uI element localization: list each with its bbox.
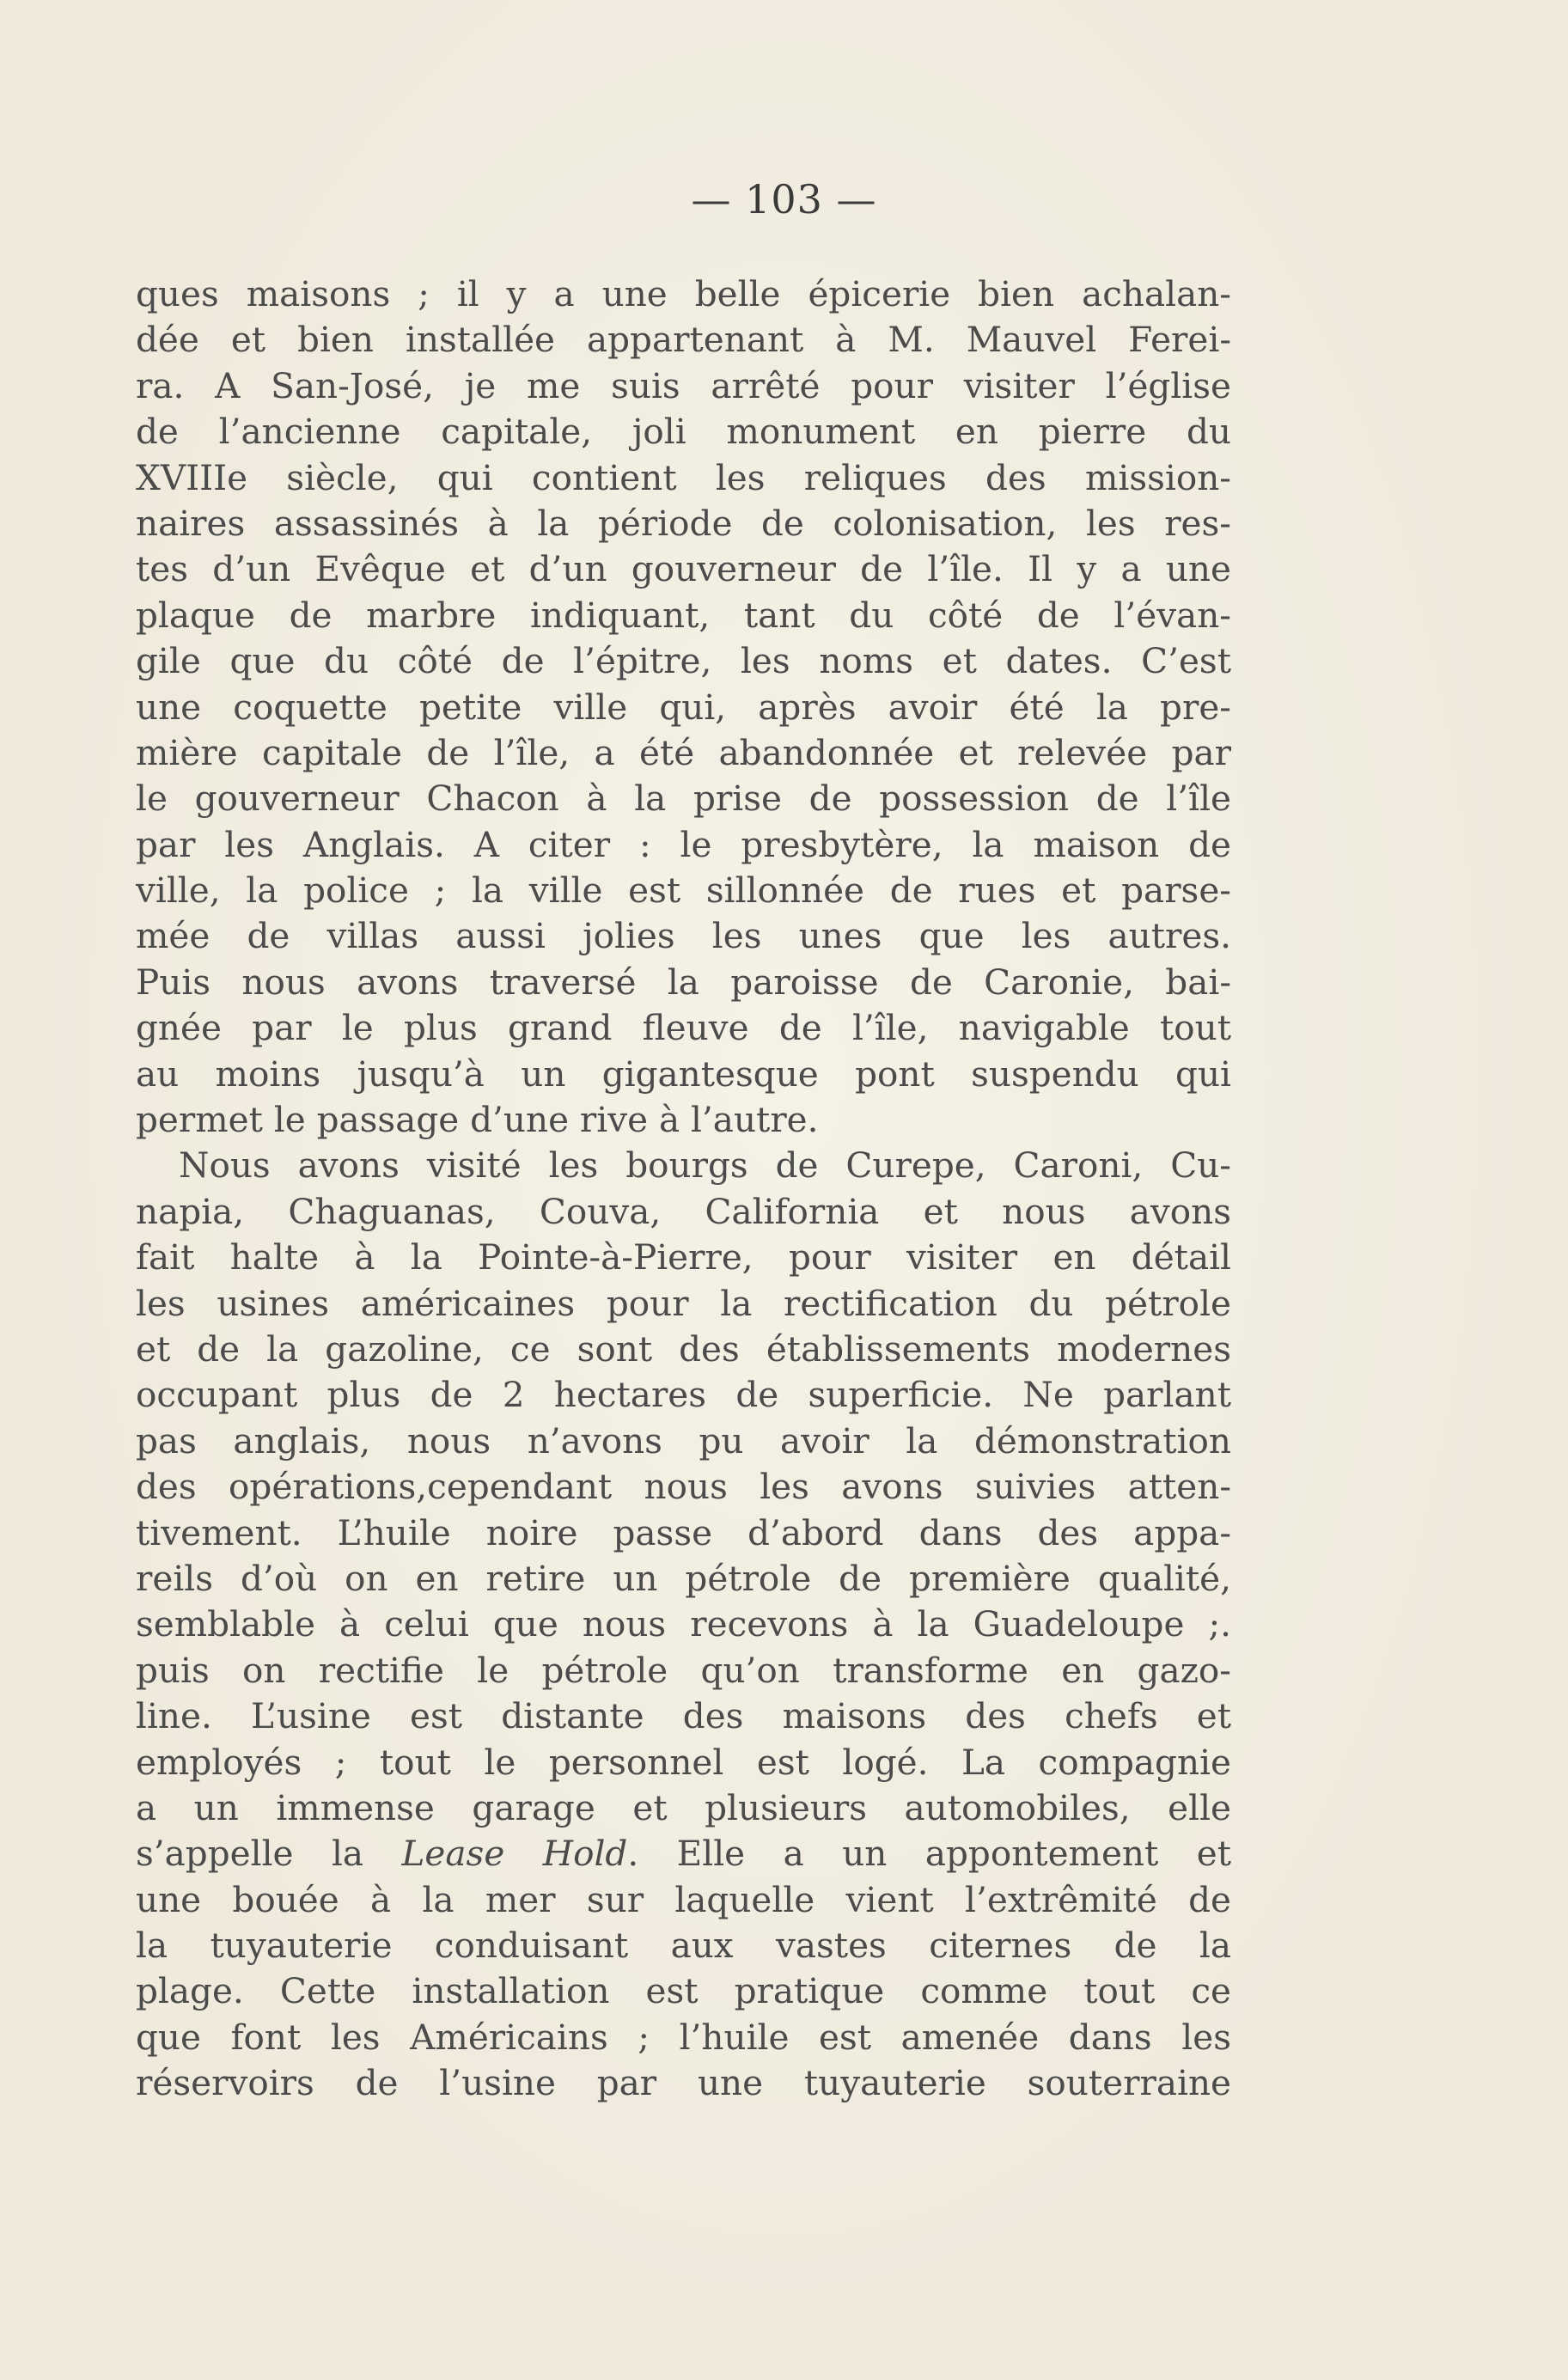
italic-company-name: Lease Hold xyxy=(401,1833,628,1875)
text-line: gnée par le plus grand fleuve de l’île, navigable tout xyxy=(136,1007,1231,1049)
text-line: mée de villas aussi jolies les unes que les autres. xyxy=(136,915,1231,957)
text-line: ra. A San-José, je me suis arrêté pour visiter l’église xyxy=(136,364,1231,406)
text-line: fait halte à la Pointe-à-Pierre, pour visiter en détail xyxy=(136,1236,1231,1278)
text-line: pas anglais, nous n’avons pu avoir la démonstration xyxy=(136,1419,1231,1462)
page-number: — 103 — xyxy=(691,176,877,223)
text-line: XVIIIe siècle, qui contient les reliques des mission- xyxy=(136,456,1231,498)
text-line: une bouée à la mer sur laquelle vient l’extrêmité de xyxy=(136,1878,1231,1920)
text-line: plage. Cette installation est pratique comme tout ce xyxy=(136,1970,1231,2012)
body-text xyxy=(136,272,1231,2107)
text-line: permet le passage d’une rive à l’autre. xyxy=(136,1099,819,1141)
text-line: le gouverneur Chacon à la prise de possession de l’île xyxy=(136,778,1231,820)
text-line: tivement. L’huile noire passe d’abord dans des appa- xyxy=(136,1511,1231,1553)
text-line: une coquette petite ville qui, après avoir été la pre- xyxy=(136,686,1231,728)
text-line: a un immense garage et plusieurs automobiles, elle xyxy=(136,1786,1231,1828)
text-line: de l’ancienne capitale, joli monument en pierre du xyxy=(136,411,1231,453)
text-line: tes d’un Evêque et d’un gouverneur de l’île. Il y a une xyxy=(136,548,1231,590)
text-line: occupant plus de 2 hectares de superficie. Ne parlant xyxy=(136,1374,1231,1416)
text-line: ville, la police ; la ville est sillonnée de rues et parse- xyxy=(136,870,1231,912)
text-segment: . Elle a un appontement et xyxy=(627,1833,1231,1875)
text-line: que font les Américains ; l’huile est amenée dans les xyxy=(136,2016,1231,2058)
text-line: ques maisons ; il y a une belle épicerie bien achalan- xyxy=(136,273,1231,314)
text-line: gile que du côté de l’épitre, les noms et dates. C’est xyxy=(136,640,1231,682)
text-line-mixed xyxy=(136,1831,1231,1877)
text-line: Nous avons visité les bourgs de Curepe, Caroni, Cu- xyxy=(179,1144,1231,1187)
text-line: la tuyauterie conduisant aux vastes citernes de la xyxy=(136,1925,1231,1967)
text-line: naires assassinés à la période de colonisation, les res- xyxy=(136,502,1231,544)
text-line: reils d’où on en retire un pétrole de première qualité, xyxy=(136,1557,1231,1599)
text-line: et de la gazoline, ce sont des établissements modernes xyxy=(136,1327,1231,1370)
text-line: plaque de marbre indiquant, tant du côté de l’évan- xyxy=(136,594,1231,636)
text-line: réservoirs de l’usine par une tuyauterie souterraine xyxy=(136,2062,1231,2104)
text-line: semblable à celui que nous recevons à la Guadeloupe ;. xyxy=(136,1603,1231,1645)
text-line: puis on rectifie le pétrole qu’on transforme en gazo- xyxy=(136,1649,1231,1691)
text-line: napia, Chaguanas, Couva, California et nous avons xyxy=(136,1190,1231,1232)
text-line: line. L’usine est distante des maisons des chefs et xyxy=(136,1695,1231,1737)
text-line: des opérations,cependant nous les avons suivies atten- xyxy=(136,1466,1231,1508)
text-line: Puis nous avons traversé la paroisse de Caronie, bai- xyxy=(136,961,1231,1003)
text-line: par les Anglais. A citer : le presbytère, la maison de xyxy=(136,823,1231,865)
text-line: au moins jusqu’à un gigantesque pont suspendu qui xyxy=(136,1053,1231,1095)
text-line: mière capitale de l’île, a été abandonnée et relevée par xyxy=(136,731,1231,773)
text-line: les usines américaines pour la rectification du pétrole xyxy=(136,1282,1231,1324)
text-line: dée et bien installée appartenant à M. Mauvel Ferei- xyxy=(136,319,1231,361)
text-line: employés ; tout le personnel est logé. La compagnie xyxy=(136,1741,1231,1783)
text-segment: s’appelle la xyxy=(136,1833,402,1875)
